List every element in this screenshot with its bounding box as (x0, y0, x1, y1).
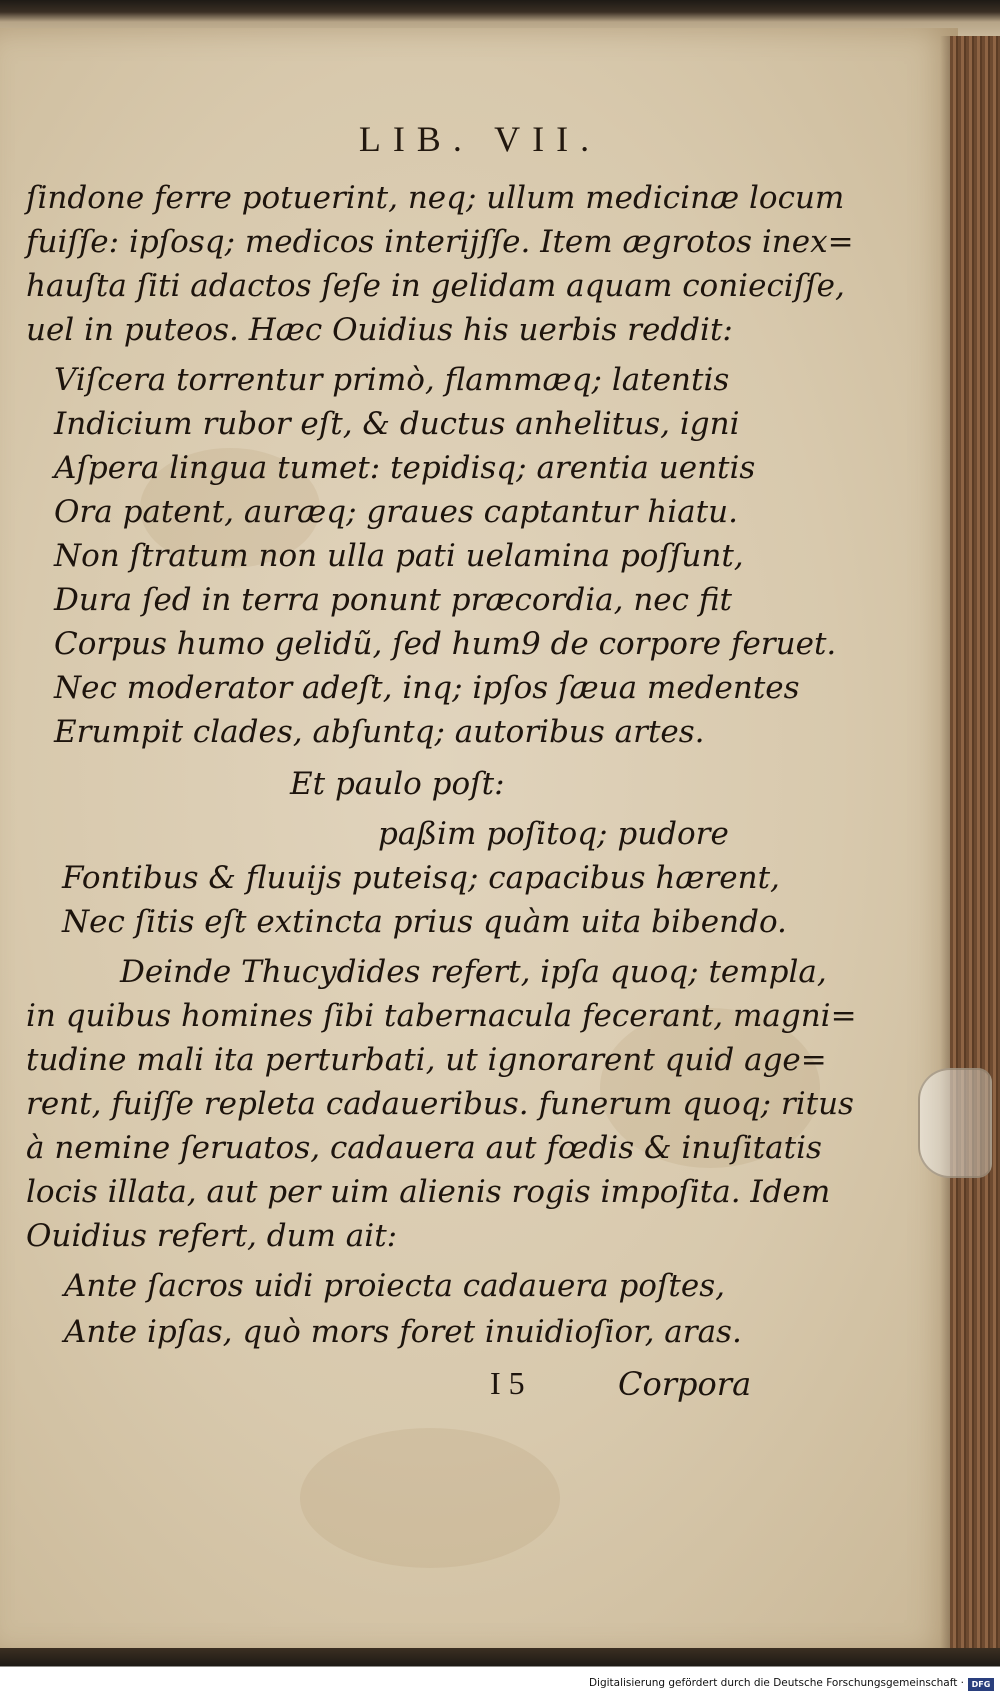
text-line: ſindone ferre potuerint, neq; ullum medicinæ locum (26, 180, 845, 216)
verse-line: Ante ſacros uidi proiecta cadauera poſtes, (64, 1268, 725, 1304)
dfg-logo-icon: DFG (968, 1678, 994, 1691)
text-line: Ouidius refert, dum ait: (26, 1218, 398, 1254)
verse-line: Viſcera torrentur primò, flammæq; latentis (54, 362, 730, 398)
digitization-footer (0, 1675, 1000, 1694)
text-line: Et paulo poſt: (290, 766, 505, 802)
verse-line: Ora patent, auræq; graues captantur hiatu. (54, 494, 738, 530)
funding-credit: Digitalisierung gefördert durch die Deutsche Forschungsgemeinschaft · (588, 1677, 964, 1689)
text-line: à nemine ſeruatos, cadauera aut fœdis & inuſitatis (26, 1130, 822, 1166)
verse-line: Dura ſed in terra ponunt præcordia, nec fit (54, 582, 732, 618)
verse-line: Fontibus & fluuijs puteisq; capacibus hærent, (62, 860, 780, 896)
text-line: rent, fuiſſe repleta cadaueribus. funerum quoq; ritus (26, 1086, 854, 1122)
verse-line: Aſpera lingua tumet: tepidisq; arentia uentis (54, 450, 756, 486)
verse-line: Erumpit clades, abſuntq; autoribus artes. (54, 714, 705, 750)
verse-line: Corpus humo gelidũ, ſed hum9 de corpore feruet. (54, 626, 837, 662)
text-line: hauſta ſiti adactos ſeſe in gelidam aquam conieciſſe, (26, 268, 845, 304)
verse-line: paßim poſitoq; pudore (378, 816, 729, 852)
running-head: LIB. VII. (358, 119, 602, 159)
signature-mark: I 5 (490, 1365, 525, 1401)
verse-line: Indicium rubor eſt, & ductus anhelitus, igni (54, 406, 740, 442)
text-line: in quibus homines ſibi tabernacula fecerant, magni= (26, 998, 857, 1034)
catchword: Corpora (618, 1365, 752, 1403)
text-line: uel in puteos. Hæc Ouidius his uerbis reddit: (26, 312, 733, 348)
verse-line: Non ſtratum non ulla pati uelamina poſſunt, (54, 538, 744, 574)
verse-line: Nec moderator adeſt, inq; ipſos ſæua medentes (54, 670, 800, 706)
text-line: tudine mali ita perturbati, ut ignorarent quid age= (26, 1042, 827, 1078)
text-line: Deinde Thucydides refert, ipſa quoq; templa, (120, 954, 827, 990)
text-line: fuiſſe: ipſosq; medicos interijſſe. Item ægrotos inex= (26, 224, 854, 260)
verse-line: Ante ipſas, quò mors foret inuidioſior, aras. (64, 1314, 742, 1350)
verse-line: Nec ſitis eſt extincta prius quàm uita bibendo. (62, 904, 787, 940)
text-line: locis illata, aut per uim alienis rogis impoſita. Idem (26, 1174, 831, 1210)
